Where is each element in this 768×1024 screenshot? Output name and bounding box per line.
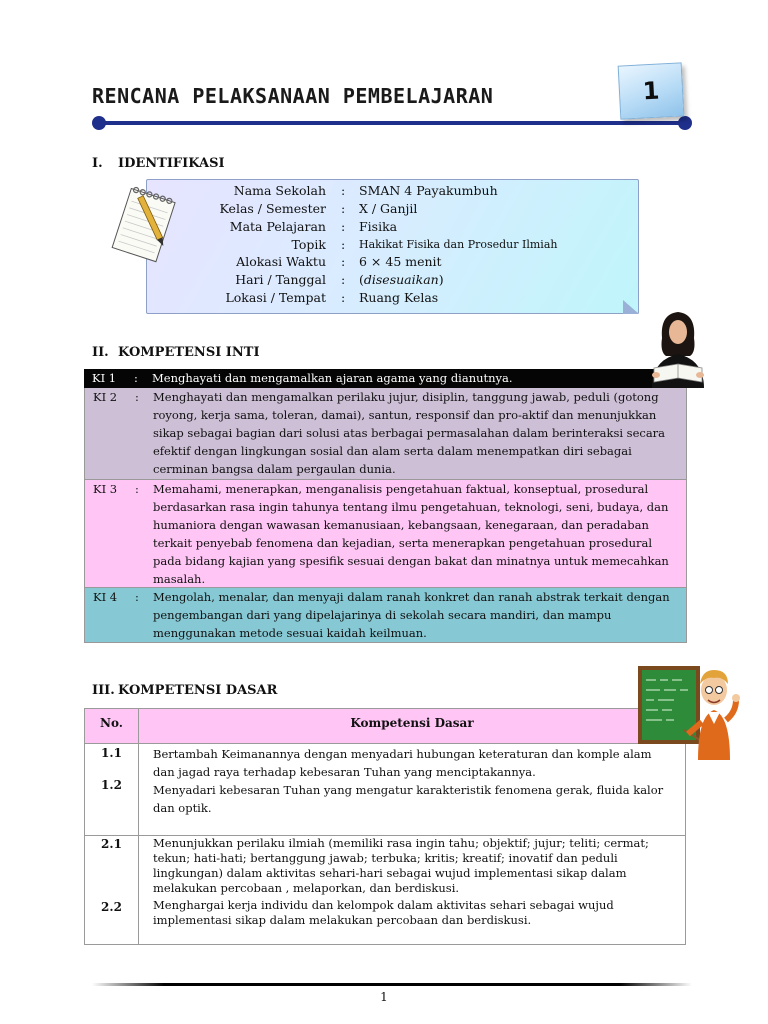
woman-reading-book-icon bbox=[644, 308, 712, 388]
id-row-subject bbox=[147, 219, 638, 237]
kd-text: Bertambah Keimanannya dengan menyadari hubungan keteraturan dan komple alam dan jagad raya terhadap kebesaran Tuhan yang menciptakannya. bbox=[153, 747, 652, 779]
id-value: X / Ganjil bbox=[359, 201, 418, 216]
ki-colon: : bbox=[134, 371, 138, 385]
id-value: 6 × 45 menit bbox=[359, 254, 442, 269]
ki-colon: : bbox=[135, 482, 139, 496]
paren-open: ( bbox=[359, 272, 364, 287]
section-title: KOMPETENSI DASAR bbox=[118, 683, 278, 698]
id-label: Topik bbox=[291, 237, 326, 252]
ki-colon: : bbox=[135, 390, 139, 404]
id-row-time bbox=[147, 254, 638, 272]
id-colon: : bbox=[341, 201, 346, 216]
id-row-school bbox=[147, 183, 638, 201]
section-title: KOMPETENSI INTI bbox=[118, 345, 260, 360]
id-value bbox=[359, 272, 444, 287]
id-label: Mata Pelajaran bbox=[229, 219, 326, 234]
ki-row-3 bbox=[84, 479, 687, 587]
id-row-location bbox=[147, 290, 638, 308]
section-number: III. bbox=[92, 683, 115, 698]
ki-text: Mengolah, menalar, dan menyaji dalam ranah konkret dan ranah abstrak terkait dengan pengembangan dari yang dipelajarinya di sekolah secara mandiri, dan mampu menggunakan metode sesuai kaidah keilmuan. bbox=[153, 590, 670, 640]
section-title: IDENTIFIKASI bbox=[118, 156, 225, 171]
ki-text: Menghayati dan mengamalkan perilaku jujur, disiplin, tanggung jawab, peduli (gotong royong, kerja sama, toleran, damai), santun, responsif dan pro-aktif dan menunjukkan sikap sebagai bagian dari solusi atas berbagai permasalahan dalam berinteraksi secara efektif dengan lingkungan sosial dan alam serta dalam menempatkan diri sebagai cerminan bangsa dalam pergaulan dunia. bbox=[153, 390, 666, 476]
id-value: Fisika bbox=[359, 219, 398, 234]
id-colon: : bbox=[341, 272, 346, 287]
kd-col-no: No. bbox=[100, 716, 123, 730]
kd-number: 1.2 bbox=[101, 778, 122, 792]
kd-text: Menghargai kerja individu dan kelompok dalam aktivitas sehari sebagai wujud implementasi sikap dalam melakukan percobaan dan berdiskusi. bbox=[153, 898, 614, 927]
id-row-topic bbox=[147, 237, 638, 255]
underline-right-dot bbox=[678, 116, 692, 130]
chapter-number-badge: 1 bbox=[618, 62, 685, 119]
ki-text: Menghayati dan mengamalkan ajaran agama yang dianutnya. bbox=[152, 371, 513, 385]
identification-card bbox=[146, 179, 639, 314]
notepad-pencil-icon bbox=[104, 186, 182, 268]
page-number: 1 bbox=[380, 990, 388, 1004]
kd-column-divider bbox=[138, 709, 139, 944]
kd-number: 2.2 bbox=[101, 900, 122, 914]
section-number: II. bbox=[92, 345, 109, 360]
kompetensi-dasar-table bbox=[84, 708, 686, 945]
id-label: Kelas / Semester bbox=[219, 201, 326, 216]
ki-code: KI 3 bbox=[93, 482, 118, 496]
kd-table-header bbox=[85, 709, 685, 744]
kd-number: 1.1 bbox=[101, 746, 122, 760]
id-colon: : bbox=[341, 254, 346, 269]
id-row-date bbox=[147, 272, 638, 290]
footer-rule bbox=[92, 983, 692, 986]
id-label: Lokasi / Tempat bbox=[225, 290, 326, 305]
ki-colon: : bbox=[135, 590, 139, 604]
kd-text: Menyadari kebesaran Tuhan yang mengatur karakteristik fenomena gerak, fluida kalor dan optik. bbox=[153, 783, 664, 815]
ki-row-1 bbox=[84, 369, 687, 388]
id-value: SMAN 4 Payakumbuh bbox=[359, 183, 498, 198]
id-row-class bbox=[147, 201, 638, 219]
kd-text: Menunjukkan perilaku ilmiah (memiliki rasa ingin tahu; objektif; jujur; teliti; cermat; tekun; hati-hati; bertanggung jawab; terbuka; kritis; kreatif; inovatif dan peduli lingkungan) dalam aktivitas sehari-hari sebagai wujud implementasi sikap dalam melakukan percobaan , melaporkan, dan berdiskusi. bbox=[153, 836, 649, 895]
section-identifikasi-heading bbox=[92, 156, 225, 171]
id-value: Ruang Kelas bbox=[359, 290, 439, 305]
title-underline bbox=[98, 121, 684, 125]
id-label: Nama Sekolah bbox=[233, 183, 326, 198]
id-colon: : bbox=[341, 237, 346, 252]
id-value-italic: disesuaikan bbox=[363, 272, 439, 287]
section-number: I. bbox=[92, 156, 103, 171]
section-ki-heading bbox=[92, 345, 260, 360]
ki-row-2 bbox=[84, 388, 687, 479]
id-label: Hari / Tanggal bbox=[235, 272, 326, 287]
ki-row-4 bbox=[84, 587, 687, 643]
kd-col-title: Kompetensi Dasar bbox=[350, 716, 474, 730]
teacher-at-chalkboard-icon bbox=[636, 660, 740, 762]
ki-code: KI 1 bbox=[92, 371, 117, 385]
id-colon: : bbox=[341, 183, 346, 198]
id-value: Hakikat Fisika dan Prosedur Ilmiah bbox=[359, 238, 558, 251]
ki-code: KI 2 bbox=[93, 390, 118, 404]
ki-code: KI 4 bbox=[93, 590, 118, 604]
underline-left-dot bbox=[92, 116, 106, 130]
kd-number: 2.1 bbox=[101, 837, 122, 851]
id-label: Alokasi Waktu bbox=[236, 254, 326, 269]
section-kd-heading bbox=[92, 683, 278, 698]
paren-close: ) bbox=[438, 272, 444, 287]
id-colon: : bbox=[341, 219, 346, 234]
id-colon: : bbox=[341, 290, 346, 305]
document-title: RENCANA PELAKSANAAN PEMBELAJARAN bbox=[92, 84, 494, 108]
ki-text: Memahami, menerapkan, menganalisis pengetahuan faktual, konseptual, prosedural berdasarkan rasa ingin tahunya tentang ilmu pengetahuan, teknologi, seni, budaya, dan humaniora dengan wawasan kemanusiaan, kebangsaan, kenegaraan, dan peradaban terkait penyebab fenomena dan kejadian, serta menerapkan pengetahuan prosedural pada bidang kajian yang spesifik sesuai dengan bakat dan minatnya untuk memecahkan masalah. bbox=[153, 482, 669, 586]
